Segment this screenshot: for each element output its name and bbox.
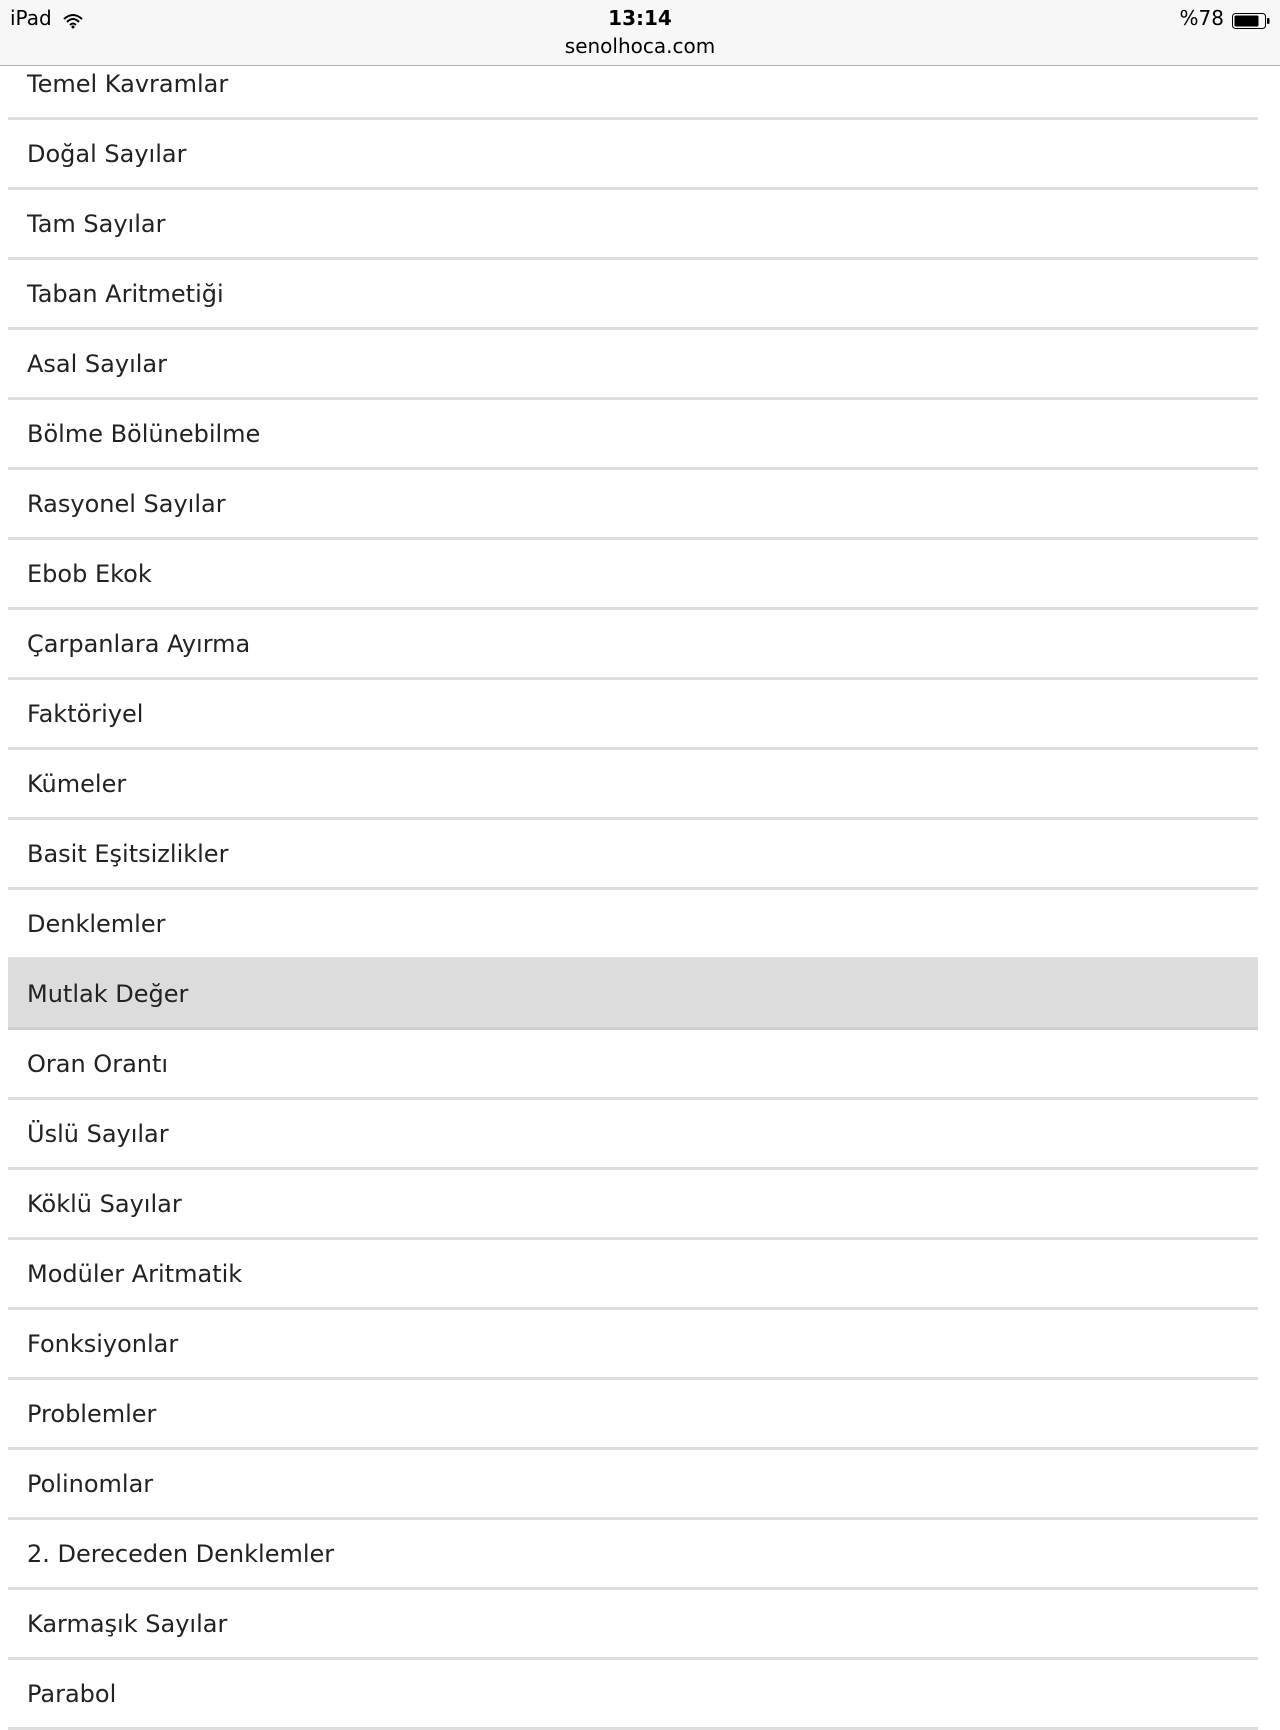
menu-item-label: Asal Sayılar — [27, 349, 167, 378]
menu-item-label: Taban Aritmetiği — [27, 279, 224, 308]
status-battery — [1180, 6, 1270, 30]
menu-item-label: Fonksiyonlar — [27, 1329, 179, 1358]
menu-item-taban-aritmetigi[interactable] — [8, 260, 1258, 330]
menu-item-polinomlar[interactable] — [8, 1450, 1258, 1520]
battery-percentage: %78 — [1179, 6, 1224, 30]
menu-item-label: Üslü Sayılar — [27, 1119, 169, 1148]
menu-item-label: Faktöriyel — [27, 699, 144, 728]
menu-item-label: Çarpanlara Ayırma — [27, 629, 251, 658]
menu-item-denklemler[interactable] — [8, 890, 1258, 960]
menu-item-rasyonel-sayilar[interactable] — [8, 470, 1258, 540]
menu-item-label: Oran Orantı — [27, 1049, 169, 1078]
menu-item-label: Modüler Aritmatik — [27, 1259, 243, 1288]
menu-item-label: Problemler — [27, 1399, 157, 1428]
menu-item-karmasik-sayilar[interactable] — [8, 1590, 1258, 1660]
menu-item-problemler[interactable] — [8, 1380, 1258, 1450]
menu-item-label: Tam Sayılar — [27, 209, 166, 238]
menu-item-label: Polinomlar — [27, 1469, 154, 1498]
menu-item-label: Ebob Ekok — [27, 559, 152, 588]
menu-item-label: Karmaşık Sayılar — [27, 1609, 228, 1638]
menu-item-label: Basit Eşitsizlikler — [27, 839, 229, 868]
menu-item-bolme-bolunebilme[interactable] — [8, 400, 1258, 470]
menu-item-label: 2. Dereceden Denklemler — [27, 1539, 335, 1568]
menu-item-label: Kümeler — [27, 769, 127, 798]
menu-item-label: Bölme Bölünebilme — [27, 419, 261, 448]
menu-item-ebob-ekok[interactable] — [8, 540, 1258, 610]
menu-item-uslu-sayilar[interactable] — [8, 1100, 1258, 1170]
menu-item-label: Temel Kavramlar — [27, 69, 229, 98]
menu-item-label: Denklemler — [27, 909, 166, 938]
menu-item-fonksiyonlar[interactable] — [8, 1310, 1258, 1380]
topic-menu-list — [8, 50, 1258, 1730]
menu-item-carpanlara-ayirma[interactable] — [8, 610, 1258, 680]
menu-item-basit-esitsizlikler[interactable] — [8, 820, 1258, 890]
menu-item-mutlak-deger[interactable] — [8, 960, 1258, 1030]
status-time: 13:14 — [608, 6, 672, 30]
menu-item-dogal-sayilar[interactable] — [8, 120, 1258, 190]
menu-item-parabol[interactable] — [8, 1660, 1258, 1730]
menu-item-label: Parabol — [27, 1679, 117, 1708]
menu-item-asal-sayilar[interactable] — [8, 330, 1258, 400]
menu-item-label: Doğal Sayılar — [27, 139, 187, 168]
menu-item-label: Rasyonel Sayılar — [27, 489, 226, 518]
menu-item-label: Köklü Sayılar — [27, 1189, 182, 1218]
menu-item-oran-oranti[interactable] — [8, 1030, 1258, 1100]
device-name: iPad — [10, 6, 52, 30]
menu-item-ikinci-dereceden-denklemler[interactable] — [8, 1520, 1258, 1590]
menu-item-moduler-aritmatik[interactable] — [8, 1240, 1258, 1310]
status-bar — [0, 0, 1280, 66]
address-bar-url[interactable]: senolhoca.com — [564, 34, 716, 58]
menu-item-kumeler[interactable] — [8, 750, 1258, 820]
menu-item-faktoriyel[interactable] — [8, 680, 1258, 750]
menu-item-label: Mutlak Değer — [27, 979, 189, 1008]
menu-item-koklu-sayilar[interactable] — [8, 1170, 1258, 1240]
battery-icon — [1232, 10, 1270, 26]
menu-item-tam-sayilar[interactable] — [8, 190, 1258, 260]
